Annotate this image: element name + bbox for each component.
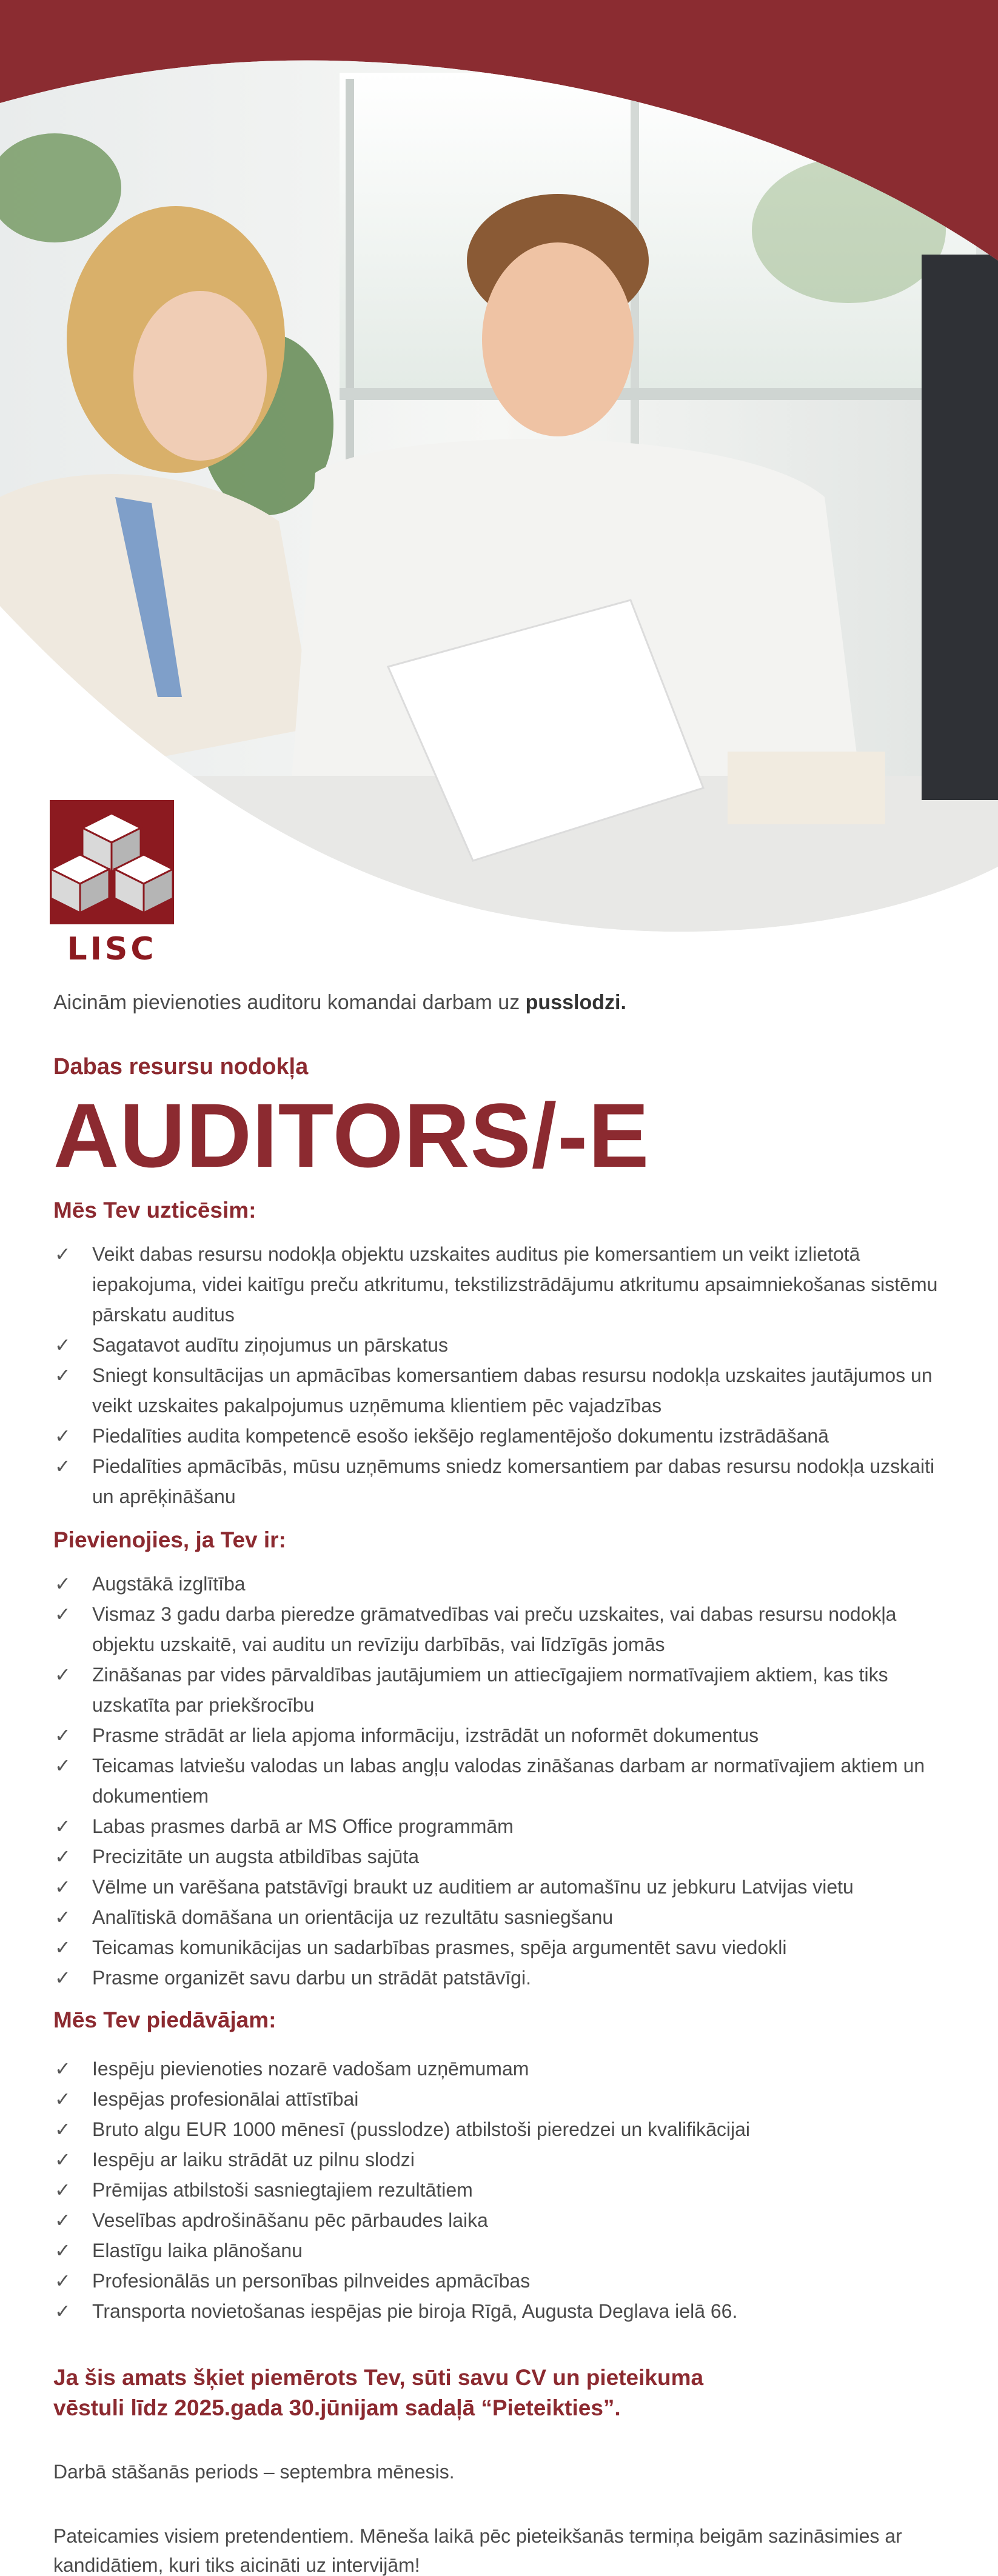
check-icon: ✓ (55, 1966, 71, 1989)
list-item-text: Sniegt konsultācijas un apmācības komersantiem dabas resursu nodokļa uzskaites jautājumos un veikt uzskaites pakalpojumus uzņēmuma klientiem pēc vajadzības (92, 1364, 933, 1416)
check-icon: ✓ (55, 1603, 71, 1626)
list-item-text: Veselības apdrošināšanu pēc pārbaudes laika (92, 2209, 488, 2231)
list-item (53, 1239, 951, 1330)
list-item (53, 1872, 951, 1902)
section-requirements (53, 1525, 951, 1993)
list-item (53, 1841, 951, 1872)
check-icon: ✓ (55, 2178, 71, 2201)
list-item (53, 1421, 951, 1451)
list-item-text: Teicamas komunikācijas un sadarbības prasmes, spēja argumentēt savu viedokli (92, 1937, 787, 1958)
list-item (53, 2054, 951, 2084)
list-item (53, 1720, 951, 1750)
list-item-text: Analītiskā domāšana un orientācija uz rezultātu sasniegšanu (92, 1906, 614, 1928)
list-item-text: Piedalīties apmācībās, mūsu uzņēmums sniedz komersantiem par dabas resursu nodokļa uzskaiti un aprēķināšanu (92, 1455, 935, 1507)
list-item (53, 1660, 951, 1720)
list-item-text: Veikt dabas resursu nodokļa objektu uzskaites auditus pie komersantiem un veikt izlietotā iepakojuma, videi kaitīgu preču atkritumu, tekstilizstrādājumu atkritumu apsaimniekošanas sistēmu pārskatu auditus (92, 1243, 938, 1326)
list-item (53, 1599, 951, 1660)
check-icon: ✓ (55, 2300, 71, 2323)
list-item-text: Labas prasmes darbā ar MS Office programmām (92, 1815, 514, 1837)
check-icon: ✓ (55, 2057, 71, 2080)
list-item-text: Vēlme un varēšana patstāvīgi braukt uz auditiem ar automašīnu uz jebkuru Latvijas vietu (92, 1876, 854, 1898)
requirements-list (53, 1569, 951, 1993)
list-item-text: Bruto algu EUR 1000 mēnesī (pusslodze) atbilstoši pieredzei un kvalifikācijai (92, 2118, 750, 2140)
list-item-text: Vismaz 3 gadu darba pieredze grāmatvedības vai preču uzskaites, vai dabas resursu nodokļa objektu uzskaitē, vai auditu un revīziju darbībās, vai līdzīgās jomās (92, 1603, 897, 1655)
job-title: AUDITORS/-E (53, 1084, 650, 1186)
job-subtitle: Dabas resursu nodokļa (53, 1054, 309, 1079)
list-item-text: Teicamas latviešu valodas un labas angļu valodas zināšanas darbam ar normatīvajiem aktiem un dokumentiem (92, 1755, 925, 1807)
intro-text-bold: pusslodzi. (525, 991, 626, 1014)
check-icon: ✓ (55, 1815, 71, 1838)
job-posting (53, 988, 951, 2576)
intro-text (53, 988, 951, 1017)
check-icon: ✓ (55, 1455, 71, 1478)
list-item-text: Transporta novietošanas iespējas pie biroja Rīgā, Augusta Deglava ielā 66. (92, 2300, 738, 2322)
list-item-text: Augstākā izglītība (92, 1573, 246, 1595)
list-item-text: Piedalīties audita kompetencē esošo iekšējo reglamentējošo dokumentu izstrādāšanā (92, 1425, 829, 1447)
list-item-text: Iespēju pievienoties nozarē vadošam uzņēmumam (92, 2058, 529, 2080)
list-item-text: Prasme strādāt ar liela apjoma informāciju, izstrādāt un noformēt dokumentus (92, 1724, 759, 1746)
closing-text: Pateicamies visiem pretendentiem. Mēneša laikā pēc pieteikšanās termiņa beigām sazināsimies ar kandidātiem, kuri tiks aicināti uz intervijām! (53, 2525, 902, 2576)
check-icon: ✓ (55, 1333, 71, 1356)
check-icon: ✓ (55, 2087, 71, 2111)
list-item (53, 2114, 951, 2144)
list-item (53, 2296, 951, 2326)
check-icon: ✓ (55, 1724, 71, 1747)
check-icon: ✓ (55, 1663, 71, 1686)
list-item-text: Zināšanas par vides pārvaldības jautājumiem un attiecīgajiem normatīvajiem aktiem, kas tiks uzskatīta par priekšrocību (92, 1664, 888, 1716)
list-item (53, 2084, 951, 2114)
logo-wordmark: LISC (67, 931, 157, 967)
check-icon: ✓ (55, 1754, 71, 1777)
check-icon: ✓ (55, 1906, 71, 1929)
check-icon: ✓ (55, 1364, 71, 1387)
check-icon: ✓ (55, 1936, 71, 1959)
list-item (53, 2205, 951, 2235)
list-item (53, 1330, 951, 1360)
apply-call-to-action: Ja šis amats šķiet piemērots Tev, sūti savu CV un pieteikuma vēstuli līdz 2025.gada 30.jūnijam sadaļā “Pieteikties”. (53, 2365, 704, 2420)
list-item-text: Prasme organizēt savu darbu un strādāt patstāvīgi. (92, 1967, 531, 1989)
check-icon: ✓ (55, 1424, 71, 1447)
check-icon: ✓ (55, 2148, 71, 2171)
cube-logo-icon (50, 800, 174, 924)
list-item (53, 1902, 951, 1932)
check-icon: ✓ (55, 1875, 71, 1898)
list-item-text: Elastīgu laika plānošanu (92, 2240, 303, 2261)
check-icon: ✓ (55, 2269, 71, 2292)
list-item-text: Prēmijas atbilstoši sasniegtajiem rezultātiem (92, 2179, 473, 2201)
section-title: Mēs Tev uzticēsim: (53, 1198, 256, 1223)
check-icon: ✓ (55, 1845, 71, 1868)
check-icon: ✓ (55, 1572, 71, 1595)
list-item (53, 1360, 951, 1421)
company-logo (50, 800, 174, 967)
list-item (53, 1750, 951, 1811)
start-period-text: Darbā stāšanās periods – septembra mēnesis. (53, 2461, 455, 2483)
list-item-text: Iespējas profesionālai attīstībai (92, 2088, 359, 2110)
section-title: Pievienojies, ja Tev ir: (53, 1527, 286, 1552)
list-item (53, 1932, 951, 1963)
section-responsibilities (53, 1195, 951, 1512)
list-item-text: Profesionālās un personības pilnveides apmācības (92, 2270, 531, 2292)
offer-list (53, 2054, 951, 2326)
intro-text-regular: Aicinām pievienoties auditoru komandai darbam uz (53, 991, 526, 1014)
responsibilities-list (53, 1239, 951, 1512)
list-item (53, 1963, 951, 1993)
check-icon: ✓ (55, 1243, 71, 1266)
list-item (53, 2266, 951, 2296)
list-item (53, 1451, 951, 1512)
list-item-text: Precizitāte un augsta atbildības sajūta (92, 1846, 419, 1867)
check-icon: ✓ (55, 2118, 71, 2141)
section-offer (53, 2005, 951, 2326)
list-item-text: Iespēju ar laiku strādāt uz pilnu slodzi (92, 2149, 415, 2171)
check-icon: ✓ (55, 2209, 71, 2232)
list-item (53, 1811, 951, 1841)
check-icon: ✓ (55, 2239, 71, 2262)
list-item (53, 2144, 951, 2175)
list-item-text: Sagatavot audītu ziņojumus un pārskatus (92, 1334, 449, 1356)
list-item (53, 1569, 951, 1599)
list-item (53, 2235, 951, 2266)
list-item (53, 2175, 951, 2205)
section-title: Mēs Tev piedāvājam: (53, 2007, 276, 2032)
